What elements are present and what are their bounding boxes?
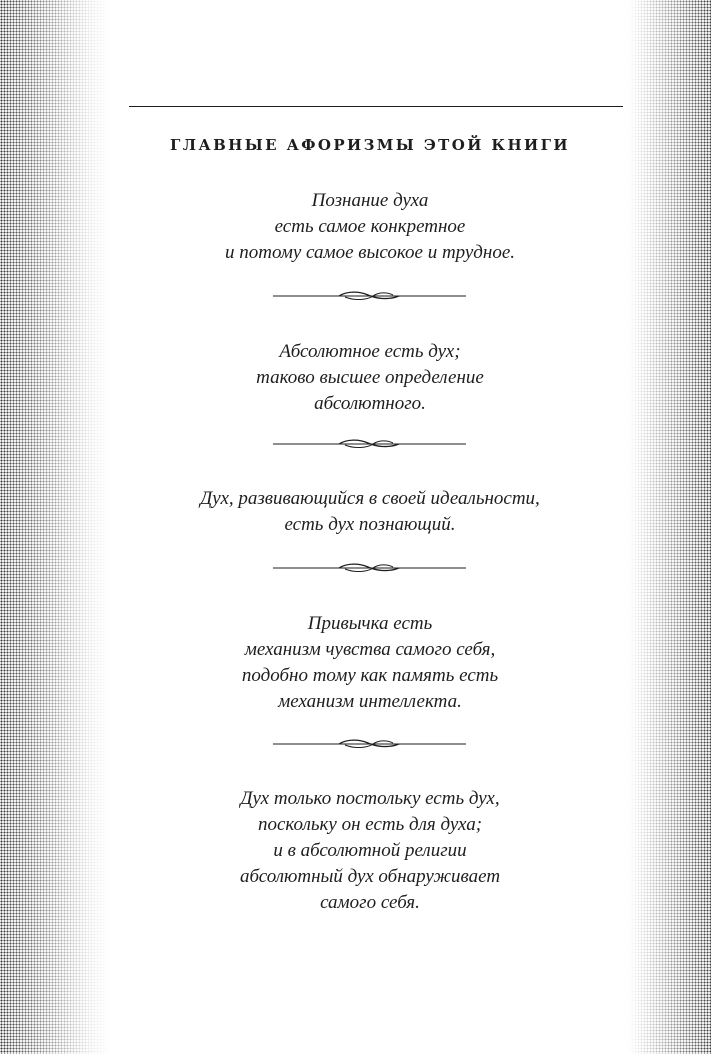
aphorism-line: есть самое конкретное bbox=[274, 216, 466, 237]
aphorism-line: Дух только постольку есть дух, bbox=[240, 788, 500, 809]
swash-divider-icon bbox=[273, 290, 466, 302]
aphorism-line: самого себя. bbox=[320, 892, 420, 913]
aphorism-line: таково высшее определение bbox=[256, 367, 484, 388]
halftone-margin-left bbox=[0, 0, 110, 1054]
aphorism-line: и в абсолютной религии bbox=[273, 840, 467, 861]
top-rule bbox=[129, 106, 623, 107]
aphorism-line: Привычка есть bbox=[307, 613, 433, 634]
aphorism-4 bbox=[100, 611, 640, 715]
aphorism-line: есть дух познающий. bbox=[284, 514, 456, 535]
aphorism-line: абсолютный дух обнаруживает bbox=[239, 866, 501, 887]
aphorism-line: абсолютного. bbox=[314, 393, 426, 414]
aphorism-line: механизм чувства самого себя, bbox=[244, 639, 496, 660]
aphorism-line: поскольку он есть для духа; bbox=[257, 814, 483, 835]
page-heading: ГЛАВНЫЕ АФОРИЗМЫ ЭТОЙ КНИГИ bbox=[170, 136, 570, 154]
swash-divider-icon bbox=[273, 562, 466, 574]
aphorism-5 bbox=[100, 786, 640, 916]
aphorism-line: Дух, развивающийся в своей идеальности, bbox=[200, 488, 540, 509]
halftone-margin-right bbox=[628, 0, 711, 1054]
aphorism-line: и потому самое высокое и трудное. bbox=[224, 242, 516, 263]
aphorism-3 bbox=[100, 486, 640, 538]
aphorism-1 bbox=[100, 188, 640, 266]
aphorism-2 bbox=[100, 339, 640, 417]
aphorism-line: Познание духа bbox=[311, 190, 429, 211]
aphorism-line: подобно тому как память есть bbox=[241, 665, 499, 686]
aphorism-line: механизм интеллекта. bbox=[278, 691, 462, 712]
aphorism-line: Абсолютное есть дух; bbox=[279, 341, 461, 362]
swash-divider-icon bbox=[273, 438, 466, 450]
swash-divider-icon bbox=[273, 738, 466, 750]
